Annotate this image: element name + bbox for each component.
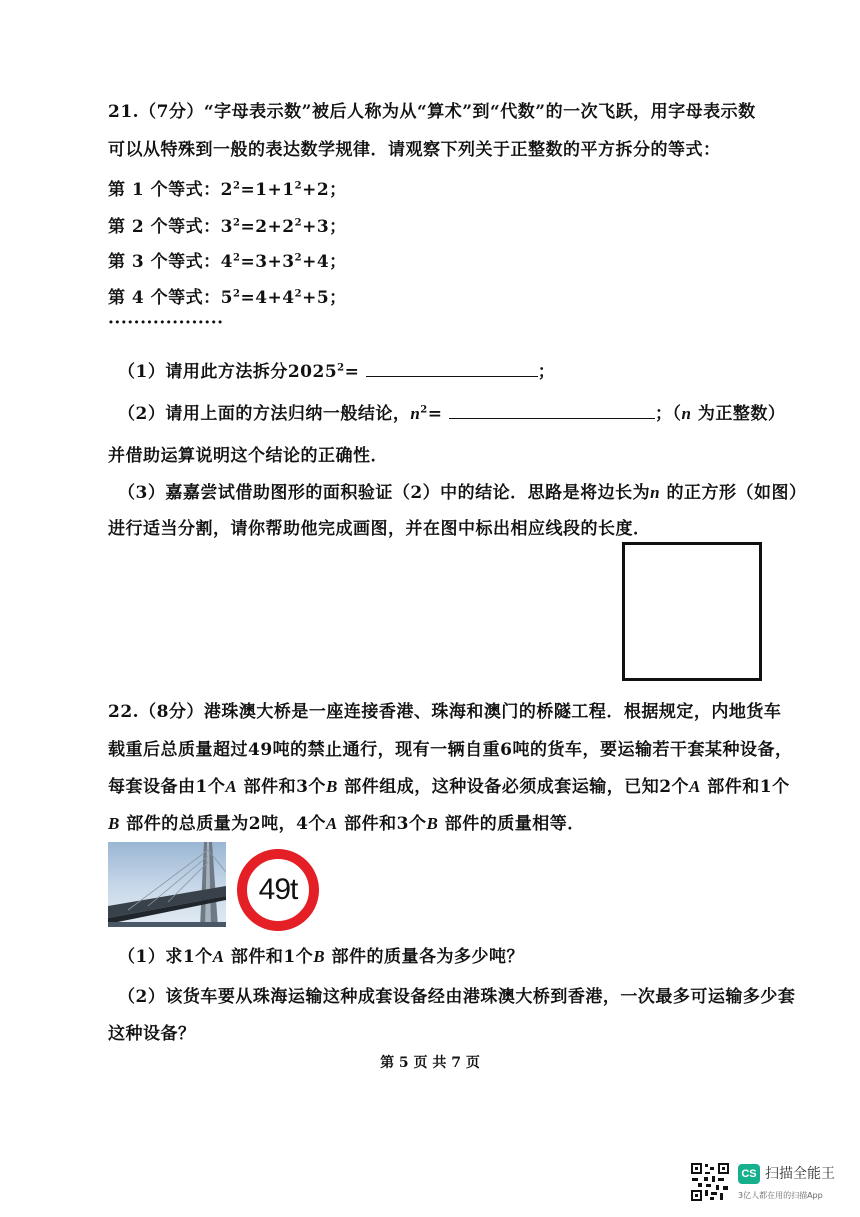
q21-part1: （1）请用此方法拆分$2025^2=$ ； [118, 362, 556, 382]
q21-part2: （2）请用上面的方法归纳一般结论，$n^2=$ ；（n 为正整数） [118, 404, 786, 424]
q21-part2-line2: 并借助运算说明这个结论的正确性． [108, 446, 388, 466]
q22-line3: 每套设备由1个A 部件和3个B 部件组成，这种设备必须成套运输，已知2个A 部件和1个 [108, 777, 790, 797]
q21-part3-line1: （3）嘉嘉尝试借助图形的面积验证（2）中的结论．思路是将边长为n 的正方形（如图） [118, 483, 807, 503]
weight-limit-sign [237, 849, 319, 931]
q21-part2-answer-blank[interactable] [449, 417, 655, 419]
bridge-photo [108, 842, 226, 927]
q22-part2-line1: （2）该货车要从珠海运输这种成套设备经由港珠澳大桥到香港，一次最多可运输多少套 [118, 987, 796, 1007]
q22-line2: 载重后总质量超过49吨的禁止通行，现有一辆自重6吨的货车，要运输若干套某种设备， [108, 740, 793, 760]
qr-code-icon [690, 1162, 730, 1202]
q22-part1: （1）求1个A 部件和1个B 部件的质量各为多少吨？ [118, 947, 525, 967]
q21-intro-line1: 21.（7分）“字母表示数”被后人称为从“算术”到“代数”的一次飞跃，用字母表示数 [108, 102, 756, 122]
q21-intro-line2: 可以从特殊到一般的表达数学规律．请观察下列关于正整数的平方拆分的等式： [108, 140, 721, 160]
weight-limit-text: 49t [258, 873, 298, 906]
page-number: 第 5 页 共 7 页 [380, 1055, 480, 1071]
q21-equation-3: 第 3 个等式：$4^2=3+3^2+4$； [108, 252, 347, 272]
q22-part2-line2: 这种设备？ [108, 1024, 196, 1044]
q21-equation-2: 第 2 个等式：$3^2=2+2^2+3$； [108, 217, 347, 237]
q21-equation-4: 第 4 个等式：$5^2=4+4^2+5$； [108, 288, 347, 308]
q21-ellipsis: ·················· [108, 313, 224, 333]
q21-part1-answer-blank[interactable] [366, 375, 538, 377]
camscanner-logo: CS [738, 1164, 760, 1184]
q21-part3-line2: 进行适当分割，请你帮助他完成画图，并在图中标出相应线段的长度． [108, 519, 651, 539]
q21-equation-1: 第 1 个等式：$2^2=1+1^2+2$； [108, 180, 347, 200]
camscanner-tagline: 3亿人都在用的扫描App [738, 1191, 823, 1200]
camscanner-name: 扫描全能王 [765, 1166, 835, 1182]
square-figure[interactable] [622, 542, 762, 681]
q22-line1: 22.（8分）港珠澳大桥是一座连接香港、珠海和澳门的桥隧工程．根据规定，内地货车 [108, 702, 782, 722]
q22-line4: B 部件的总质量为2吨，4个A 部件和3个B 部件的质量相等． [108, 814, 585, 834]
